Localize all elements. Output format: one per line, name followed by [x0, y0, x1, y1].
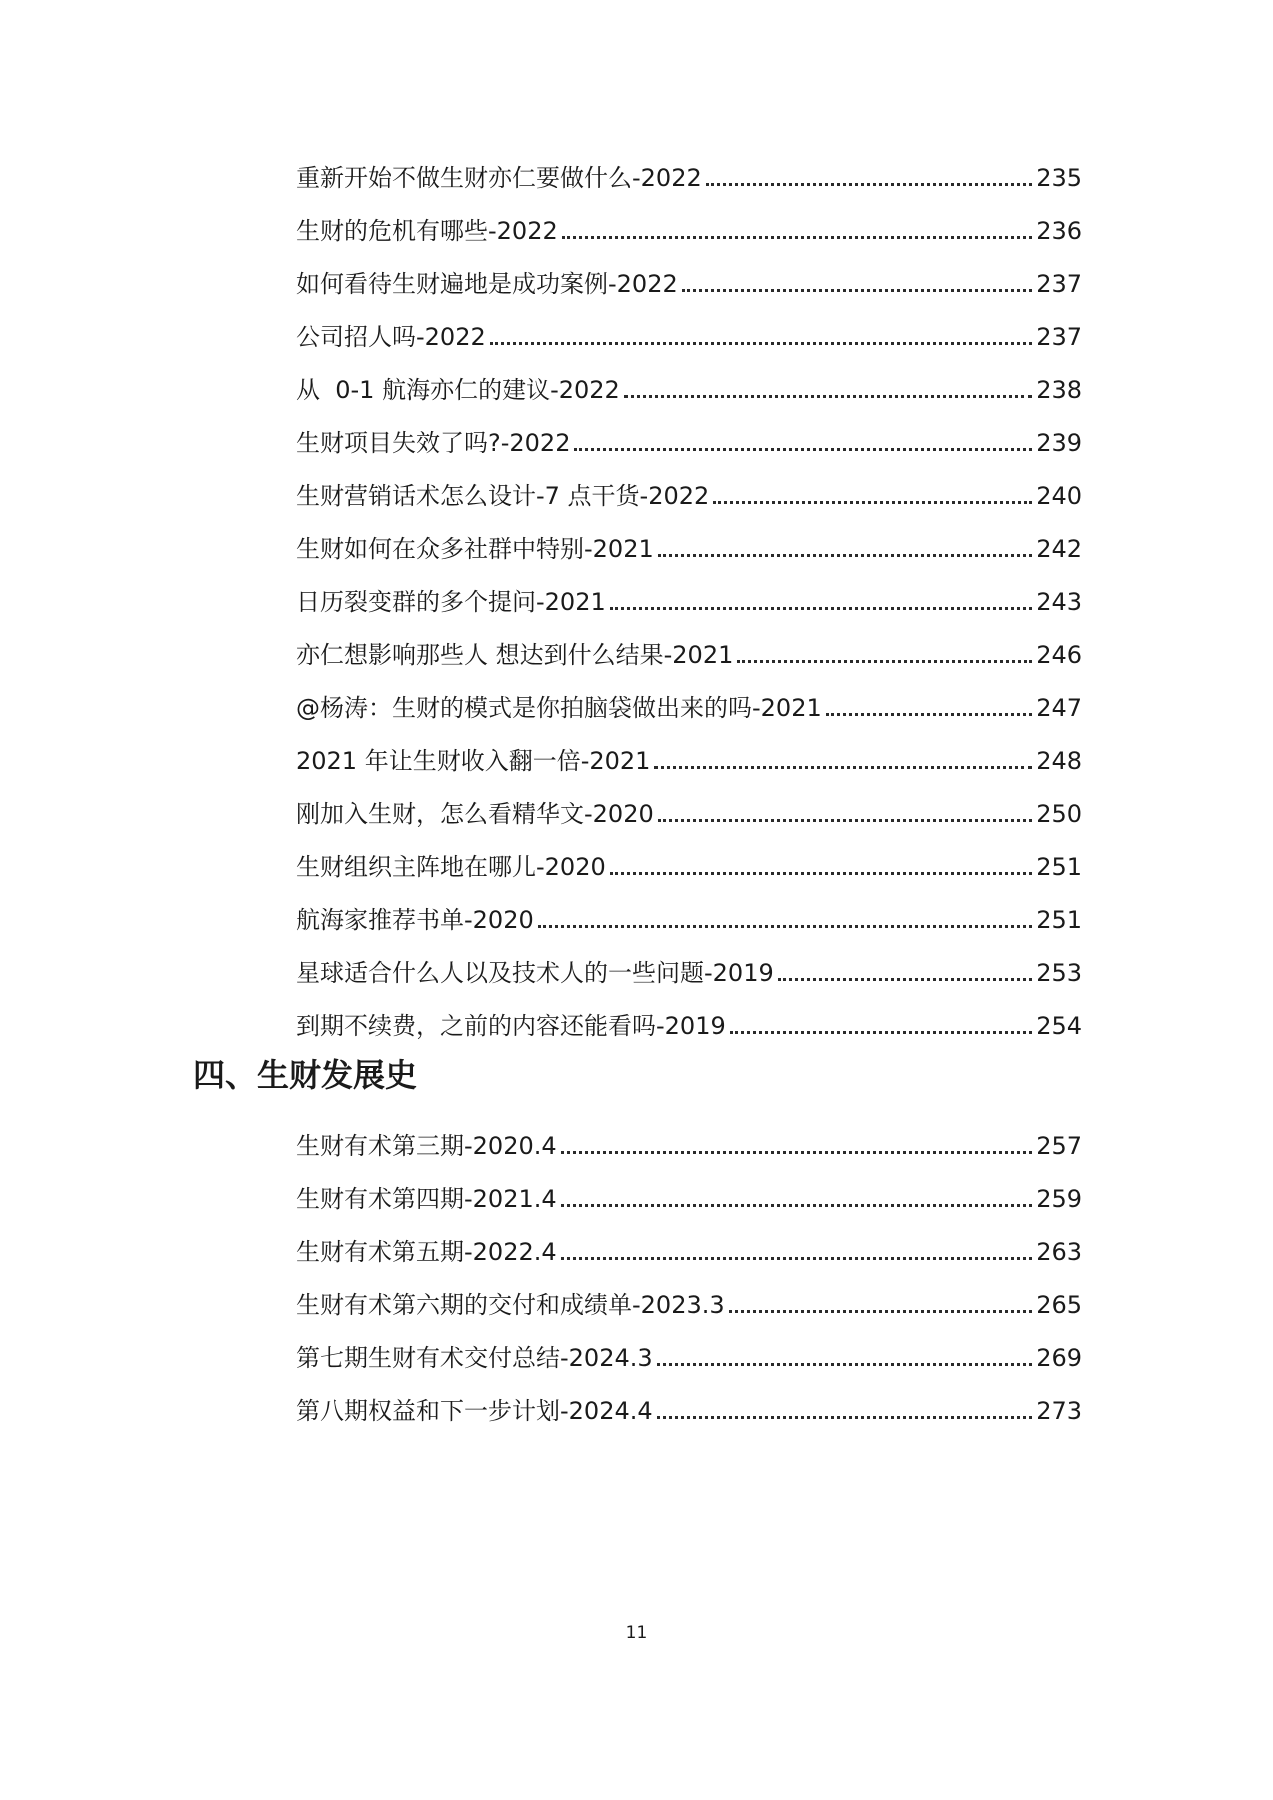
toc-entry[interactable] [296, 670, 1082, 723]
toc-entry[interactable] [296, 776, 1082, 829]
toc-entry-page: 238 [1036, 376, 1082, 404]
toc-leader-dots [610, 872, 1032, 875]
toc-leader-dots [737, 660, 1032, 663]
toc-entry[interactable] [296, 193, 1082, 246]
toc-entry-title: 生财有术第三期-2020.4 [296, 1132, 557, 1160]
toc-entry[interactable] [296, 140, 1082, 193]
toc-entry-title: 公司招人吗-2022 [296, 323, 486, 351]
toc-entry[interactable] [296, 829, 1082, 882]
toc-entry[interactable] [296, 1267, 1082, 1320]
toc-entry-page: 273 [1036, 1397, 1082, 1425]
toc-entry-title: 2021 年让生财收入翻一倍-2021 [296, 747, 651, 775]
toc-entry-title: 生财如何在众多社群中特别-2021 [296, 535, 654, 563]
page-number: 11 [625, 1623, 648, 1643]
toc-leader-dots [826, 713, 1032, 716]
toc-leader-dots [490, 342, 1032, 345]
toc-entry-page: 243 [1036, 588, 1082, 616]
toc-entry[interactable] [296, 1320, 1082, 1373]
toc-entry[interactable] [296, 405, 1082, 458]
toc-entry-page: 265 [1036, 1291, 1082, 1319]
toc-entry-page: 263 [1036, 1238, 1082, 1266]
section-heading: 四、生财发展史 [193, 1056, 418, 1094]
toc-entry[interactable] [296, 1214, 1082, 1267]
toc-leader-dots [682, 289, 1032, 292]
toc-entry-title: 到期不续费，之前的内容还能看吗-2019 [296, 1012, 726, 1040]
toc-entry-title: 星球适合什么人以及技术人的一些问题-2019 [296, 959, 774, 987]
toc-entry-page: 259 [1036, 1185, 1082, 1213]
toc-entry-title: 刚加入生财，怎么看精华文-2020 [296, 800, 654, 828]
toc-entry-page: 247 [1036, 694, 1082, 722]
toc-leader-dots [561, 1151, 1033, 1154]
toc-entry[interactable] [296, 935, 1082, 988]
toc-entry-title: 日历裂变群的多个提问-2021 [296, 588, 606, 616]
toc-entry-page: 242 [1036, 535, 1082, 563]
toc-leader-dots [561, 1204, 1033, 1207]
toc-entry[interactable] [296, 723, 1082, 776]
toc-entry[interactable] [296, 1373, 1082, 1426]
toc-entry-page: 253 [1036, 959, 1082, 987]
toc-entry-title: 航海家推荐书单-2020 [296, 906, 534, 934]
toc-entry-page: 240 [1036, 482, 1082, 510]
toc-entry-title: 重新开始不做生财亦仁要做什么-2022 [296, 164, 702, 192]
toc-entry-page: 237 [1036, 270, 1082, 298]
toc-entry-page: 237 [1036, 323, 1082, 351]
toc-entry-page: 248 [1036, 747, 1082, 775]
toc-leader-dots [562, 236, 1032, 239]
toc-entry-title: 生财有术第六期的交付和成绩单-2023.3 [296, 1291, 725, 1319]
toc-leader-dots [657, 1416, 1033, 1419]
toc-leader-dots [729, 1310, 1033, 1313]
toc-leader-dots [713, 501, 1032, 504]
toc-entry-page: 236 [1036, 217, 1082, 245]
toc-entry-title: 如何看待生财遍地是成功案例-2022 [296, 270, 678, 298]
toc-entry-page: 251 [1036, 853, 1082, 881]
toc-entry[interactable] [296, 352, 1082, 405]
toc-leader-dots [658, 554, 1032, 557]
toc-entry[interactable] [296, 299, 1082, 352]
toc-entry[interactable] [296, 246, 1082, 299]
toc-entry[interactable] [296, 1108, 1082, 1161]
toc-entry-page: 246 [1036, 641, 1082, 669]
toc-leader-dots [538, 925, 1032, 928]
toc-list-part1 [296, 140, 1082, 1041]
toc-leader-dots [657, 1363, 1033, 1366]
toc-entry[interactable] [296, 617, 1082, 670]
toc-entry[interactable] [296, 564, 1082, 617]
toc-entry-title: 生财有术第四期-2021.4 [296, 1185, 557, 1213]
toc-entry[interactable] [296, 988, 1082, 1041]
toc-entry-page: 254 [1036, 1012, 1082, 1040]
toc-leader-dots [654, 766, 1032, 769]
toc-entry-title: 生财的危机有哪些-2022 [296, 217, 558, 245]
toc-entry-page: 235 [1036, 164, 1082, 192]
toc-entry-page: 239 [1036, 429, 1082, 457]
toc-leader-dots [706, 183, 1032, 186]
toc-entry[interactable] [296, 511, 1082, 564]
toc-entry-title: 第七期生财有术交付总结-2024.3 [296, 1344, 653, 1372]
toc-list-part2 [296, 1108, 1082, 1426]
toc-entry-title: 第八期权益和下一步计划-2024.4 [296, 1397, 653, 1425]
toc-entry-title: @杨涛：生财的模式是你拍脑袋做出来的吗-2021 [296, 694, 822, 722]
toc-entry[interactable] [296, 1161, 1082, 1214]
toc-leader-dots [658, 819, 1032, 822]
toc-entry-page: 269 [1036, 1344, 1082, 1372]
toc-entry-page: 250 [1036, 800, 1082, 828]
toc-entry[interactable] [296, 458, 1082, 511]
toc-leader-dots [610, 607, 1032, 610]
toc-entry-title: 生财营销话术怎么设计-7 点干货-2022 [296, 482, 710, 510]
toc-leader-dots [574, 448, 1032, 451]
toc-leader-dots [624, 395, 1032, 398]
toc-entry-page: 257 [1036, 1132, 1082, 1160]
toc-leader-dots [561, 1257, 1033, 1260]
toc-entry[interactable] [296, 882, 1082, 935]
toc-entry-page: 251 [1036, 906, 1082, 934]
toc-leader-dots [730, 1031, 1032, 1034]
toc-entry-title: 生财组织主阵地在哪儿-2020 [296, 853, 606, 881]
toc-leader-dots [778, 978, 1032, 981]
toc-entry-title: 亦仁想影响那些人 想达到什么结果-2021 [296, 641, 734, 669]
toc-entry-title: 从 0-1 航海亦仁的建议-2022 [296, 376, 620, 404]
toc-entry-title: 生财有术第五期-2022.4 [296, 1238, 557, 1266]
toc-entry-title: 生财项目失效了吗?-2022 [296, 429, 571, 457]
